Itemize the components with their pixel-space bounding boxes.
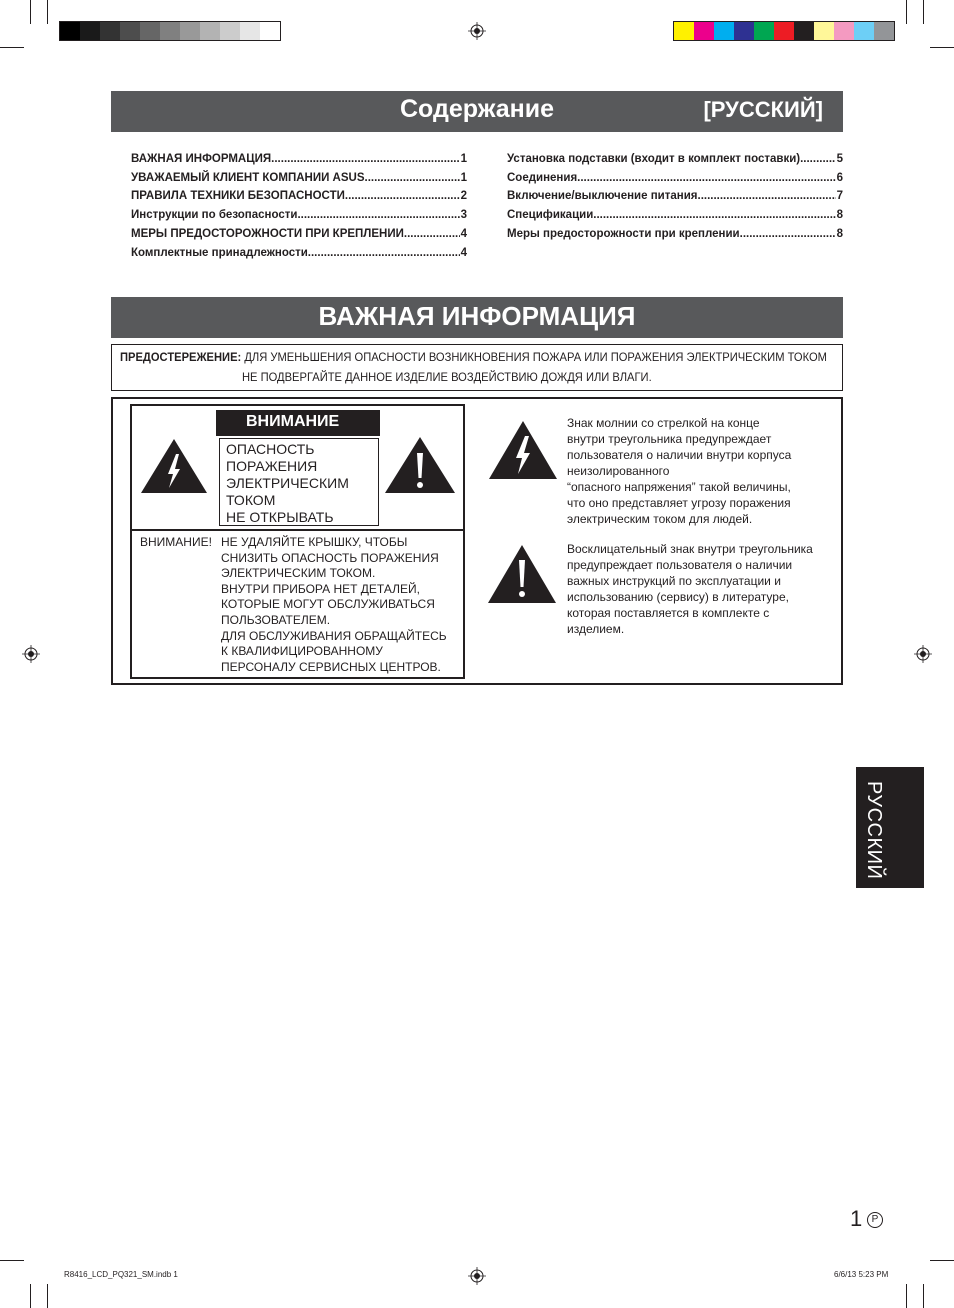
toc-entry[interactable]: [131, 184, 467, 203]
toc-leader-dots: [308, 247, 460, 259]
exclamation-triangle-icon: [384, 436, 456, 494]
toc-entry[interactable]: [507, 165, 843, 184]
lightning-explanation: [567, 415, 837, 527]
calibration-swatch: [754, 22, 774, 40]
explanation-line: неизолированного: [567, 464, 670, 478]
calibration-swatch: [794, 22, 814, 40]
calibration-swatch: [694, 22, 714, 40]
explanation-line: электрическим током для людей.: [567, 512, 753, 526]
toc-left-column: [131, 146, 467, 259]
toc-entry-label: ВАЖНАЯ ИНФОРМАЦИЯ: [131, 152, 272, 165]
toc-entry-label: УВАЖАЕМЫЙ КЛИЕНТ КОМПАНИИ ASUS: [131, 171, 365, 184]
toc-entry-label: Включение/выключение питания: [507, 190, 698, 203]
footer-date: 6/6/13 5:23 PM: [834, 1270, 889, 1279]
caution-note-line: ЭЛЕКТРИЧЕСКИМ ТОКОМ.: [221, 566, 376, 581]
explanation-line: Знак молнии со стрелкой на конце: [567, 416, 760, 430]
calibration-swatch: [180, 22, 200, 40]
toc-entry[interactable]: [131, 240, 467, 259]
calibration-swatch: [814, 22, 834, 40]
toc-leader-dots: [593, 209, 835, 221]
caution-note-line: НЕ УДАЛЯЙТЕ КРЫШКУ, ЧТОБЫ: [221, 535, 408, 549]
toc-leader-dots: [740, 228, 836, 240]
calibration-swatch: [160, 22, 180, 40]
toc-leader-dots: [345, 190, 460, 202]
color-calibration-strip: [673, 21, 895, 41]
calibration-swatch: [60, 22, 80, 40]
page-number: 1: [850, 1206, 863, 1231]
calibration-swatch: [100, 22, 120, 40]
toc-entry[interactable]: [131, 165, 467, 184]
calibration-swatch: [674, 22, 694, 40]
calibration-swatch: [774, 22, 794, 40]
crop-mark: [0, 47, 24, 48]
toc-entry-label: Соединения: [507, 171, 578, 184]
toc-entry-page: 6: [836, 171, 843, 184]
side-tab-label: РУССКИЙ: [863, 781, 885, 880]
warning-text-line1: ДЛЯ УМЕНЬШЕНИЯ ОПАСНОСТИ ВОЗНИКНОВЕНИЯ ПОЖАРА ИЛИ ПОРАЖЕНИЯ ЭЛЕКТРИЧЕСКИМ ТОКОМ: [241, 350, 827, 364]
toc-entry-page: 7: [836, 190, 843, 203]
caution-note-line: ДЛЯ ОБСЛУЖИВАНИЯ ОБРАЩАЙТЕСЬ: [221, 628, 447, 643]
registration-mark-icon: [914, 645, 932, 663]
toc-entry-label: Меры предосторожности при креплении: [507, 227, 740, 240]
toc-entry-label: Инструкции по безопасности: [131, 209, 298, 222]
calibration-swatch: [734, 22, 754, 40]
crop-mark: [47, 1284, 48, 1308]
toc-entry-page: 3: [460, 209, 467, 222]
caution-note-line: ВНУТРИ ПРИБОРА НЕТ ДЕТАЛЕЙ,: [221, 581, 420, 596]
toc-entry[interactable]: [131, 221, 467, 240]
crop-mark: [906, 1284, 907, 1308]
caution-note-line: ПЕРСОНАЛУ СЕРВИСНЫХ ЦЕНТРОВ.: [221, 659, 441, 674]
caution-box-line: ТОКОМ: [226, 492, 276, 508]
toc-entry-page: 8: [836, 227, 843, 240]
toc-entry-label: Спецификации: [507, 209, 594, 222]
toc-leader-dots: [577, 172, 835, 184]
caution-warning-box: [219, 438, 379, 526]
toc-leader-dots: [404, 228, 460, 240]
crop-mark: [30, 1284, 31, 1308]
toc-entry-page: 8: [836, 209, 843, 222]
page-language-mark: P: [867, 1212, 883, 1228]
crop-mark: [923, 1284, 924, 1308]
registration-mark-icon: [468, 22, 486, 40]
important-info-title: ВАЖНАЯ ИНФОРМАЦИЯ: [318, 301, 636, 331]
caution-heading: ВНИМАНИЕ: [216, 410, 380, 436]
toc-title: Содержание: [399, 95, 555, 123]
calibration-swatch: [874, 22, 894, 40]
crop-mark: [923, 0, 924, 24]
important-info-header: [111, 297, 843, 338]
toc-entry-page: 4: [460, 227, 467, 240]
language-label: [РУССКИЙ]: [703, 97, 823, 122]
explanation-line: важных инструкций по эксплуатации и: [567, 574, 781, 588]
caution-note-line: ПОЛЬЗОВАТЕЛЕМ.: [221, 612, 331, 627]
grayscale-calibration-strip: [59, 21, 281, 41]
explanation-line: которая поставляется в комплекте с: [567, 606, 770, 620]
toc-entry[interactable]: [507, 221, 843, 240]
calibration-swatch: [140, 22, 160, 40]
calibration-swatch: [80, 22, 100, 40]
explanation-line: изделием.: [567, 622, 625, 636]
toc-entry[interactable]: [131, 202, 467, 221]
explanation-line: использованию (сервису) в литературе,: [567, 590, 789, 604]
toc-entry[interactable]: [507, 202, 843, 221]
caution-box-line: ЭЛЕКТРИЧЕСКИМ: [226, 475, 349, 491]
registration-mark-icon: [22, 645, 40, 663]
toc-leader-dots: [365, 172, 460, 184]
crop-mark: [0, 1260, 24, 1261]
caution-box-line: ПОРАЖЕНИЯ: [226, 458, 318, 474]
caution-label: [130, 404, 465, 679]
toc-entry-label: Установка подставки (входит в комплект поставки): [507, 152, 801, 165]
calibration-swatch: [260, 22, 280, 40]
caution-note-line: К КВАЛИФИЦИРОВАННОМУ: [221, 644, 383, 659]
registration-mark-icon: [468, 1267, 486, 1285]
toc-entry-page: 5: [836, 152, 843, 165]
calibration-swatch: [714, 22, 734, 40]
toc-entry-page: 1: [460, 171, 467, 184]
exclamation-triangle-icon: [487, 544, 557, 604]
toc-entry-label: Комплектные принадлежности: [131, 246, 308, 259]
caution-box-line: ОПАСНОСТЬ: [226, 441, 315, 457]
toc-entry-label: МЕРЫ ПРЕДОСТОРОЖНОСТИ ПРИ КРЕПЛЕНИИ: [131, 227, 404, 240]
calibration-swatch: [120, 22, 140, 40]
toc-header: [111, 91, 843, 132]
caution-note-label: ВНИМАНИЕ!: [140, 535, 212, 549]
toc-entry[interactable]: [507, 184, 843, 203]
crop-mark: [47, 0, 48, 24]
warning-label: ПРЕДОСТЕРЕЖЕНИЕ:: [120, 350, 242, 364]
explanation-line: внутри треугольника предупреждает: [567, 432, 772, 446]
crop-mark: [930, 1260, 954, 1261]
exclamation-explanation: [567, 541, 839, 637]
toc-entry-page: 1: [460, 152, 467, 165]
warning-statement: [111, 344, 843, 391]
calibration-swatch: [220, 22, 240, 40]
calibration-swatch: [200, 22, 220, 40]
explanation-line: что оно представляет угрозу поражения: [567, 496, 791, 510]
explanation-line: “опасного напряжения” такой величины,: [567, 480, 791, 494]
toc-entry-page: 2: [460, 190, 467, 203]
toc-entry[interactable]: [507, 146, 843, 165]
footer-filename: R8416_LCD_PQ321_SM.indb 1: [64, 1270, 178, 1279]
explanation-line: Восклицательный знак внутри треугольника: [567, 542, 813, 556]
toc-right-column: [507, 146, 843, 240]
lightning-triangle-icon: [140, 438, 208, 494]
language-side-tab: [856, 767, 924, 888]
crop-mark: [930, 47, 954, 48]
crop-mark: [30, 0, 31, 24]
explanation-line: предупреждает пользователя о наличии: [567, 558, 793, 572]
caution-note-line: СНИЗИТЬ ОПАСНОСТЬ ПОРАЖЕНИЯ: [221, 550, 439, 565]
toc-entry[interactable]: [131, 146, 467, 165]
toc-leader-dots: [698, 190, 836, 202]
caution-note-text: [221, 535, 461, 675]
toc-entry-page: 4: [460, 246, 467, 259]
toc-entry-label: ПРАВИЛА ТЕХНИКИ БЕЗОПАСНОСТИ: [131, 190, 345, 203]
calibration-swatch: [854, 22, 874, 40]
crop-mark: [906, 0, 907, 24]
calibration-swatch: [834, 22, 854, 40]
explanation-line: пользователя о наличии внутри корпуса: [567, 448, 792, 462]
caution-box-line: НЕ ОТКРЫВАТЬ: [226, 509, 334, 525]
lightning-triangle-icon: [488, 420, 558, 480]
toc-leader-dots: [271, 153, 459, 165]
calibration-swatch: [240, 22, 260, 40]
toc-leader-dots: [297, 209, 459, 221]
warning-text-line2: НЕ ПОДВЕРГАЙТЕ ДАННОЕ ИЗДЕЛИЕ ВОЗДЕЙСТВИЮ ДОЖДЯ ИЛИ ВЛАГИ.: [242, 370, 652, 384]
toc-leader-dots: [800, 153, 836, 165]
caution-note-line: КОТОРЫЕ МОГУТ ОБСЛУЖИВАТЬСЯ: [221, 597, 435, 612]
